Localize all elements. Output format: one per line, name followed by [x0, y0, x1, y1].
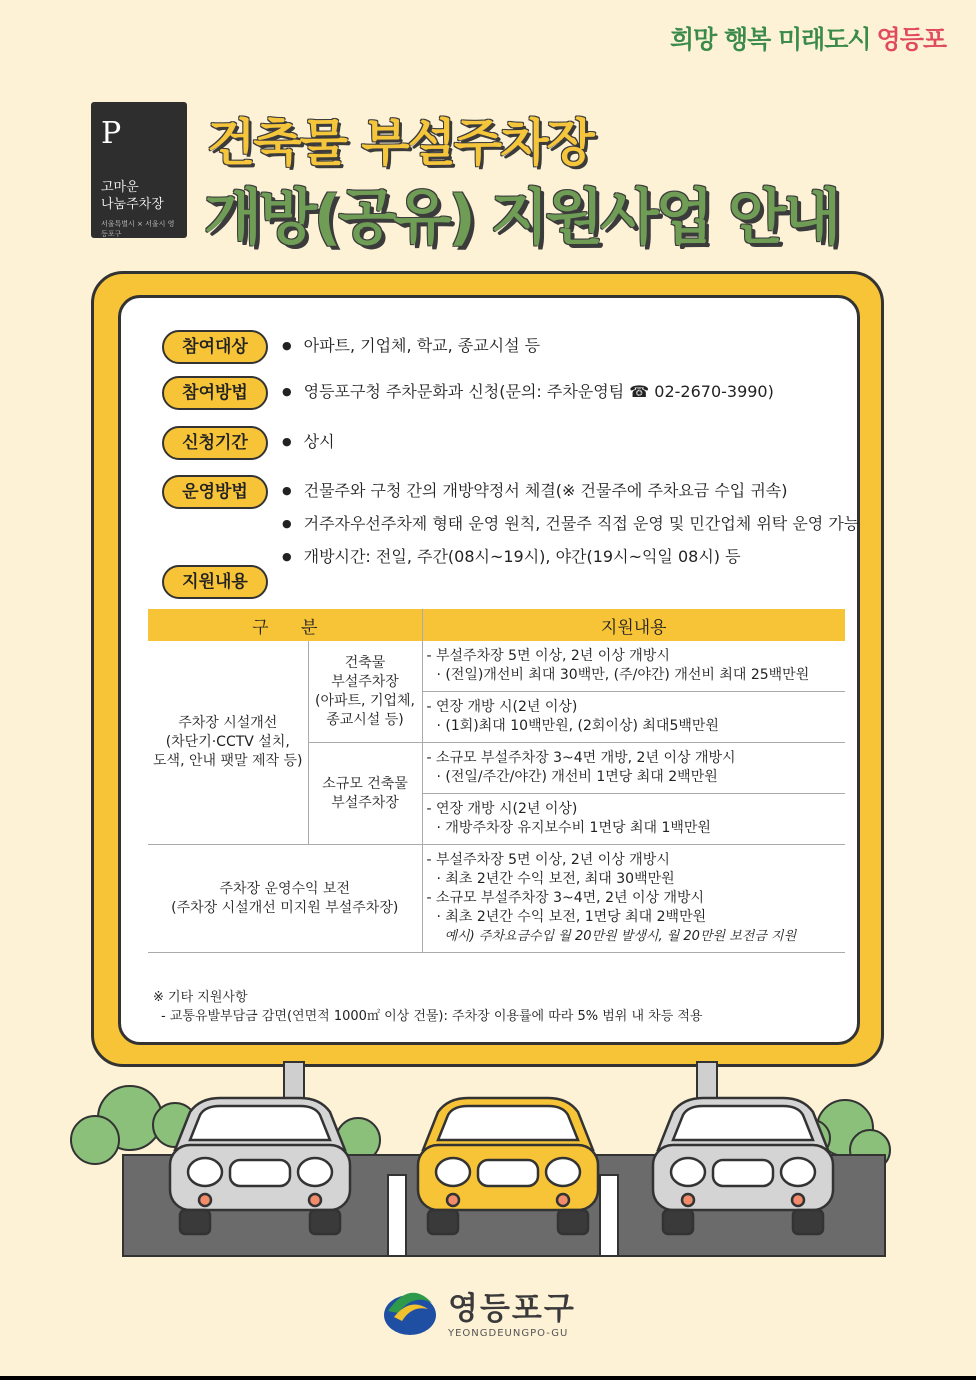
section-period [162, 426, 335, 464]
district-emblem-icon [380, 1283, 440, 1339]
table-header: 구 분 [148, 609, 422, 641]
revenue-detail-cell [422, 845, 845, 953]
slogan-text: 희망 행복 미래도시 [669, 25, 871, 54]
cell-line: (주차장 시설개선 미지원 부설주차장) [171, 899, 399, 916]
bottom-border [0, 1376, 976, 1380]
section-item: ● 개방시간: 전일, 주간(08시~19시), 야간(19시~익일 08시) 등 [282, 546, 859, 570]
section-item: ● 상시 [282, 431, 335, 455]
support-detail-cell [422, 641, 845, 692]
parking-lot-illustration [0, 1060, 976, 1270]
facility-category-cell [148, 641, 308, 845]
district-name: 영등포구 [448, 1291, 576, 1327]
cell-line: 종교시설 등) [326, 711, 404, 728]
cell-line: · 개방주차장 유지보수비 1면당 최대 1백만원 [436, 820, 711, 836]
section-participants [162, 330, 540, 368]
cell-line: · (전일/주간/야간) 개선비 1면당 최대 2백만원 [436, 769, 718, 785]
cell-line: 도색, 안내 팻말 제작 등) [153, 753, 303, 769]
cell-line: 건축물 [344, 654, 386, 671]
cell-line: · 최초 2년간 수익 보전, 최대 30백만원 [436, 871, 675, 887]
cell-line: 주차장 시설개선 [178, 715, 278, 731]
small-parking-cell [308, 743, 422, 845]
cell-line: - 부설주차장 5면 이상, 2년 이상 개방시 [426, 648, 670, 664]
info-signboard [91, 271, 884, 1067]
cell-line: - 소규모 부설주차장 3~4면 개방, 2년 이상 개방시 [426, 750, 736, 766]
table-row [148, 641, 845, 692]
section-item: ● 영등포구청 주차문화과 신청(문의: 주차운영팀 ☎ 02-2670-3990) [282, 381, 774, 405]
table-header: 지원내용 [422, 609, 845, 641]
cell-line: · 최초 2년간 수익 보전, 1면당 최대 2백만원 [436, 909, 707, 925]
revenue-category-cell [148, 845, 422, 953]
note-title: ※ 기타 지원사항 [153, 990, 248, 1005]
support-detail-cell [422, 743, 845, 794]
section-label: 지원내용 [162, 565, 268, 599]
section-item: ● 건물주와 구청 간의 개방약정서 체결(※ 건물주에 주차요금 수입 귀속) [282, 480, 859, 504]
section-item: ● 아파트, 기업체, 학교, 종교시설 등 [282, 335, 540, 359]
badge-line-2: 나눔주차장 [101, 197, 164, 212]
section-item: ● 거주자우선주차제 형태 운영 원칙, 건물주 직접 운영 및 민간업체 위탁 운영 가능 [282, 513, 859, 537]
city-slogan [670, 20, 946, 56]
district-logo [380, 1283, 576, 1339]
cell-line: - 부설주차장 5면 이상, 2년 이상 개방시 [426, 852, 670, 868]
note-body: - 교통유발부담금 감면(연면적 1000㎡ 이상 건물): 주차장 이용률에 따라 5% 범위 내 차등 적용 [161, 1009, 703, 1024]
parking-heart-icon: P [101, 116, 122, 151]
support-detail-cell [422, 692, 845, 743]
cell-line: 부설주차장 [331, 673, 399, 690]
sharing-parking-badge [91, 102, 187, 238]
page-title-line-1: 건축물 부설주차장 [207, 114, 593, 172]
slogan-city: 영등포 [876, 25, 946, 54]
cell-line: · (1회)최대 10백만원, (2회이상) 최대5백만원 [436, 718, 719, 734]
table-row [148, 845, 845, 953]
cell-line: 소규모 건축물 [322, 775, 408, 792]
section-label: 운영방법 [162, 475, 268, 509]
district-name-english: YEONGDEUNGPO-GU [448, 1328, 569, 1339]
section-support [162, 565, 268, 599]
badge-small-text: 서울특별시 × 서울시 영등포구 [101, 220, 175, 238]
cell-line: - 연장 개방 시(2년 이상) [426, 801, 578, 817]
cell-line: (아파트, 기업체, [315, 692, 415, 709]
support-detail-cell [422, 794, 845, 845]
section-label: 참여대상 [162, 330, 268, 364]
info-panel [118, 295, 860, 1045]
section-label: 참여방법 [162, 376, 268, 410]
other-support-note [153, 988, 703, 1026]
section-operation [162, 475, 859, 579]
cell-line: - 연장 개방 시(2년 이상) [426, 699, 578, 715]
section-method [162, 376, 774, 414]
revenue-example: 예시) 주차요금수입 월 20만원 발생시, 월 20만원 보전금 지원 [444, 929, 797, 944]
page-title-line-2: 개방(공유) 지원사업 안내 [204, 183, 839, 253]
lane-line [388, 1175, 406, 1256]
cell-line: - 소규모 부설주차장 3~4면, 2년 이상 개방시 [426, 890, 705, 906]
building-parking-cell [308, 641, 422, 743]
cell-line: 부설주차장 [331, 794, 399, 811]
cell-line: · (전일)개선비 최대 30백만, (주/야간) 개선비 최대 25백만원 [436, 667, 810, 683]
support-table [148, 609, 845, 953]
section-label: 신청기간 [162, 426, 268, 460]
cell-line: 주차장 운영수익 보전 [219, 880, 351, 897]
badge-line-1: 고마운 [101, 180, 139, 195]
lane-line [600, 1175, 618, 1256]
cell-line: (차단기·CCTV 설치, [165, 734, 290, 750]
table-header-row [148, 609, 845, 641]
